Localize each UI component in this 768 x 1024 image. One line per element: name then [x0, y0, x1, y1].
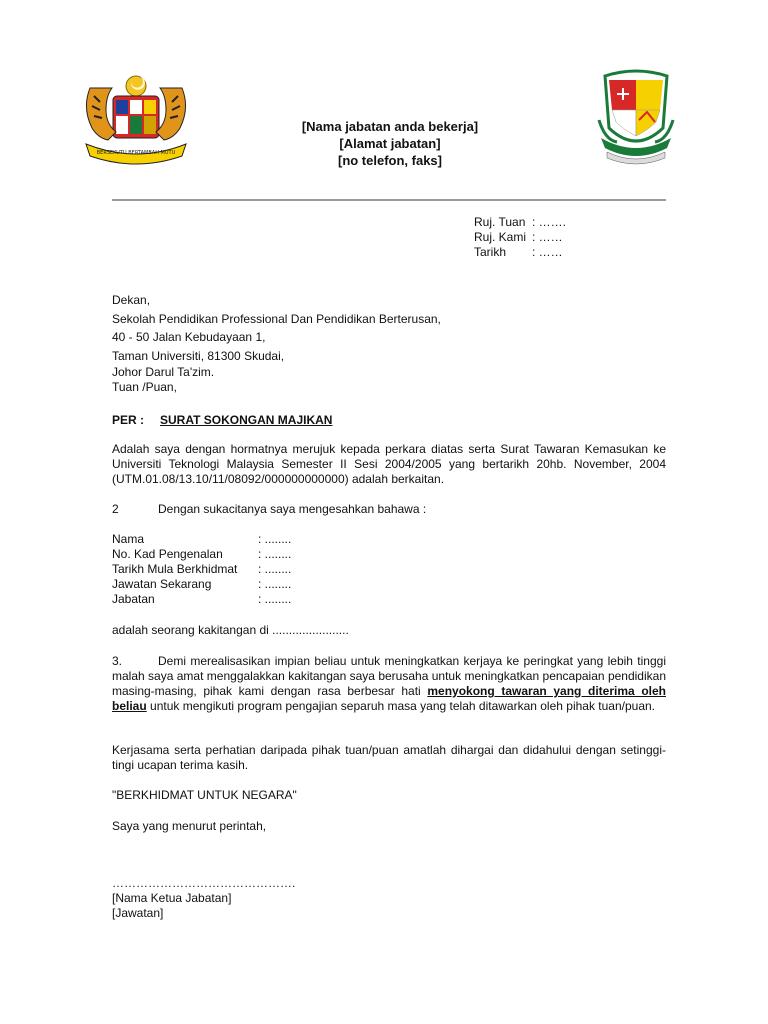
employee-fields: [112, 532, 291, 607]
reference-block: [474, 215, 566, 260]
subject-title: SURAT SOKONGAN MAJIKAN: [160, 413, 333, 427]
address-line: Johor Darul Ta'zim.: [112, 365, 215, 379]
paragraph-4: Kerjasama serta perhatian daripada pihak tuan/puan amatlah dihargai dan didahului dengan setinggi-tingi ucapan terima kasih.: [112, 743, 666, 772]
recipient-address: [112, 291, 441, 395]
reference-label: Ruj. Tuan: [474, 215, 526, 229]
paragraph-number: 2: [112, 502, 119, 516]
reference-value: : ……: [532, 230, 563, 244]
field-row: [112, 547, 291, 562]
field-row: [112, 592, 291, 607]
signatory-position: [Jawatan]: [112, 906, 164, 920]
support-highlight: menyokong tawaran yang diterima oleh beliau: [112, 684, 667, 713]
paragraph-2-text: Dengan sukacitanya saya mengesahkan bahawa :: [158, 502, 427, 516]
reference-row: [474, 215, 566, 230]
field-row: [112, 577, 291, 592]
department-name: [Nama jabatan anda bekerja]: [301, 119, 479, 134]
subject-label: PER :: [112, 413, 145, 427]
field-value: : ........: [258, 577, 292, 591]
closing-line: Saya yang menurut perintah,: [112, 819, 267, 833]
address-line: 40 - 50 Jalan Kebudayaan 1,: [112, 330, 266, 344]
paragraph-2: [112, 502, 666, 517]
phone-fax: [no telefon, faks]: [337, 153, 442, 168]
reference-row: [474, 230, 566, 245]
address-line: Dekan,: [112, 293, 151, 307]
address-line: Sekolah Pendidikan Professional Dan Pendidikan Berterusan,: [112, 311, 441, 326]
field-row: [112, 562, 291, 577]
signatory-name: [Nama Ketua Jabatan]: [112, 891, 232, 905]
signature-line: ……………………………………….: [112, 876, 296, 890]
staff-line: adalah seorang kakitangan di .......................: [112, 623, 349, 637]
field-value: : ........: [258, 547, 292, 561]
field-row: [112, 532, 291, 547]
address-line: Taman Universiti, 81300 Skudai,: [112, 348, 285, 363]
field-value: : ........: [258, 592, 292, 606]
header-divider: [112, 199, 666, 201]
malaysia-coat-of-arms-emblem: [78, 70, 194, 166]
subject-line: [112, 413, 332, 427]
reference-value: : …….: [532, 215, 567, 229]
crest-emblem: [597, 68, 675, 170]
field-label: Jabatan: [112, 592, 155, 606]
field-label: Tarikh Mula Berkhidmat: [112, 562, 238, 576]
paragraph-3-text-end: untuk mengikuti program pengajian separuh masa yang telah ditawarkan oleh pihak tuan/puan.: [146, 699, 656, 713]
field-label: Nama: [112, 532, 145, 546]
reference-label: Tarikh: [474, 245, 507, 259]
letterhead: [190, 118, 590, 169]
svg-text:BERSEKUTU BERTAMBAH MUTU: BERSEKUTU BERTAMBAH MUTU: [96, 150, 176, 156]
field-label: Jawatan Sekarang: [112, 577, 212, 591]
field-value: : ........: [258, 532, 292, 546]
reference-row: [474, 245, 566, 260]
reference-value: : ……: [532, 245, 563, 259]
paragraph-number: 3.: [112, 654, 123, 668]
department-address: [Alamat jabatan]: [339, 136, 441, 151]
paragraph-1: Adalah saya dengan hormatnya merujuk kepada perkara diatas serta Surat Tawaran Kemasukan ke Universiti Teknologi Malaysia Semester II Sesi 2004/2005 yang bertarikh 20hb. November, 2004 (UTM.01.08/13.10/11/08092/000000000000) adalah berkaitan.: [112, 442, 666, 486]
salutation: Tuan /Puan,: [112, 380, 177, 394]
field-label: No. Kad Pengenalan: [112, 547, 223, 561]
motto: "BERKHIDMAT UNTUK NEGARA": [112, 788, 297, 802]
signature-block: [112, 876, 295, 921]
field-value: : ........: [258, 562, 292, 576]
paragraph-3-text: Demi merealisasikan impian beliau untuk meningkatkan kerjaya ke peringkat yang lebih tinggi malah saya amat menggalakkan kakitangan saya berusaha untuk meningkatkan pencapaian pendidikan masing-masing, pihak kami dengan rasa berbesar hati: [112, 654, 666, 698]
paragraph-3: [112, 654, 666, 714]
reference-label: Ruj. Kami: [474, 230, 527, 244]
